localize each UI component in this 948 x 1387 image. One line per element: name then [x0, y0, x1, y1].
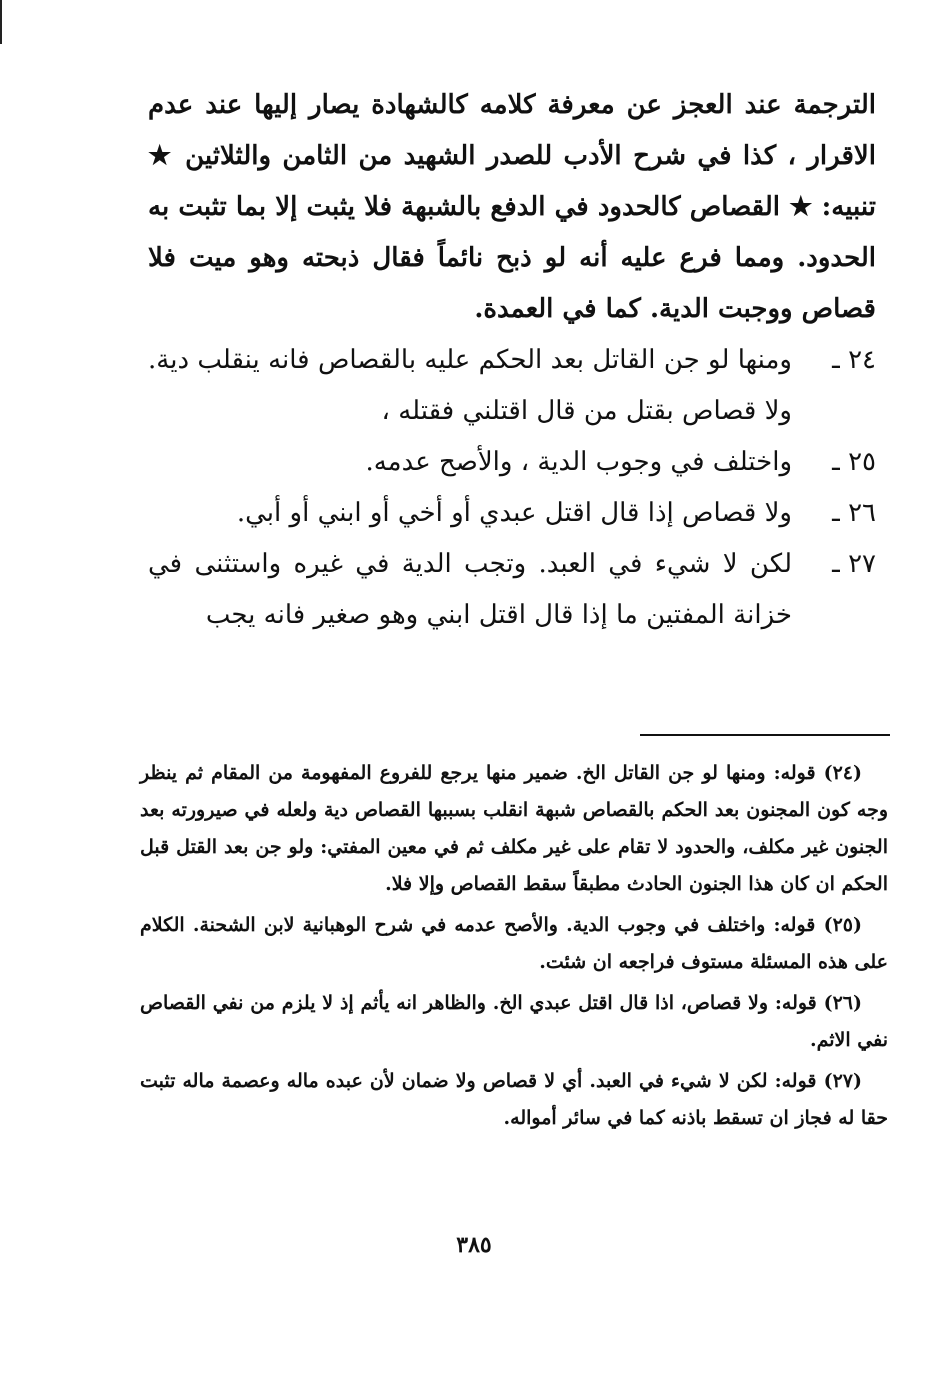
footnote-number: (٢٥)	[823, 914, 862, 936]
footnote-separator	[640, 734, 890, 736]
footnote-text: لكن لا شيء في العبد. أي لا قصاص ولا ضمان لأن عبده ماله وعصمة ماله تثبت حقا له فجاز ان تسقط باذنه كما في سائر أمواله.	[140, 1070, 888, 1129]
footnote-24	[140, 755, 888, 903]
page-number: ٣٨٥	[456, 1232, 492, 1258]
footnote-lead: قوله:	[773, 762, 816, 784]
item-text: واختلف في وجوب الدية ، والأصح عدمه.	[365, 447, 792, 477]
list-item-27	[148, 539, 876, 641]
footnote-text: ومنها لو جن القاتل الخ. ضمير منها يرجع للفروع المفهومة من المقام ثم ينظر وجه كون المجنون بعد الحكم بالقصاص شبهة انقلب بسببها القصاص دية ولعله في صيرورته بعد الجنون غير مكلف، والحدود لا تقام على غير مكلف ثم في معين المفتي: ولو جن بعد القتل قبل الحكم ان كان هذا الجنون الحادث مطبقاً سقط القصاص وإلا فلا.	[140, 762, 888, 895]
list-item-26	[148, 488, 876, 539]
footnotes-block	[140, 755, 888, 1141]
item-number: ٢٤ ـ	[832, 345, 876, 375]
item-number: ٢٧ ـ	[832, 549, 876, 579]
page-edge-line	[0, 0, 2, 44]
item-number: ٢٦ ـ	[832, 498, 876, 528]
list-item-25	[148, 437, 876, 488]
item-text: لكن لا شيء في العبد. وتجب الدية في غيره واستثنى في خزانة المفتين ما إذا قال اقتل ابني وهو صغير فانه يجب	[148, 549, 792, 630]
item-number: ٢٥ ـ	[832, 447, 876, 477]
footnote-number: (٢٦)	[823, 992, 862, 1014]
footnote-lead: قوله:	[773, 914, 816, 936]
footnote-25	[140, 907, 888, 981]
footnote-lead: قوله:	[774, 992, 817, 1014]
intro-paragraph: الترجمة عند العجز عن معرفة كلامه كالشهادة يصار إليها عند عدم الاقرار ، كذا في شرح الأدب للصدر الشهيد من الثامن والثلاثين ★ تنبيه: ★ القصاص كالحدود في الدفع بالشبهة فلا يثبت إلا بما تثبت به الحدود. ومما فرع عليه أنه لو ذبح نائماً فقال ذبحته وهو ميت فلا قصاص ووجبت الدية. كما في العمدة.	[148, 90, 876, 324]
footnote-text: ولا قصاص، اذا قال اقتل عبدي الخ. والظاهر انه يأثم إذ لا يلزم من نفي القصاص نفي الاثم.	[140, 992, 888, 1051]
item-text: ومنها لو جن القاتل بعد الحكم عليه بالقصاص فانه ينقلب دية. ولا قصاص بقتل من قال اقتلني فقتله ،	[148, 345, 792, 426]
main-text-block	[148, 80, 876, 641]
footnote-number: (٢٧)	[823, 1070, 862, 1092]
footnote-27	[140, 1063, 888, 1137]
item-text: ولا قصاص إذا قال اقتل عبدي أو أخي أو ابني أو أبي.	[236, 498, 792, 528]
footnote-26	[140, 985, 888, 1059]
list-item-24	[148, 335, 876, 437]
footnote-number: (٢٤)	[823, 762, 862, 784]
footnote-text: واختلف في وجوب الدية. والأصح عدمه في شرح الوهبانية لابن الشحنة. الكلام على هذه المسئلة مستوف فراجعه ان شئت.	[140, 914, 888, 973]
footnote-lead: قوله:	[774, 1070, 817, 1092]
